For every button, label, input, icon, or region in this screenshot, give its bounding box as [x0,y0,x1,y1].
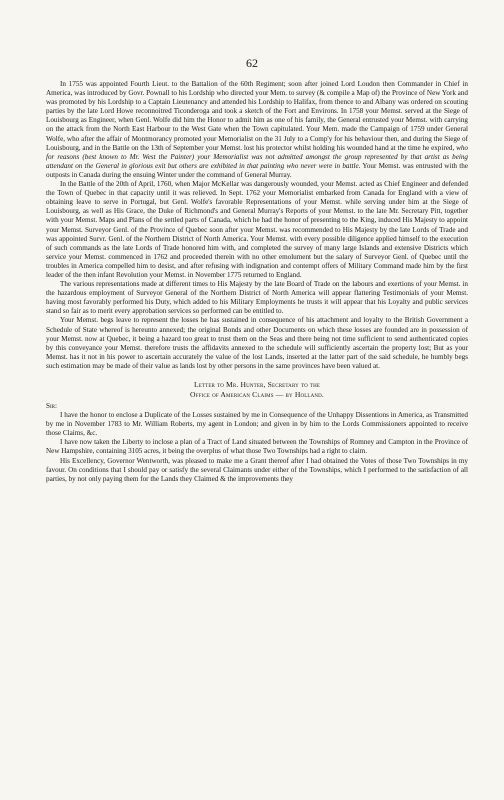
letter-heading [46,380,468,400]
letter-salutation: Sir: [46,402,57,410]
paragraph-4: Your Memst. begs leave to represent the losses he has sustained in consequence of his attachment and loyalty to the British Government a Schedule of State whereof is hereunto annexed; the original Bonds and other Documents on which these losses are founded are in possession of your Memst. now at Quebec, it being a hazard too great to trust them on the Seas and there being not time sufficient to send authenticated copies by this conveyance your Memst. therefore trusts the affidavits annexed to the schedule will sufficiently ascertain the property lost; But as your Memst. has it not in his power to ascertain accurately the value of the lost Lands, inserted at the latter part of the said schedule, he humbly begs such estimation may be made of their value as lands lost by other persons in the same provinces have been valued at. [46,316,468,370]
paragraph-1-italic: who for reasons (best known to Mr. West the Painter) your Memorialist was not admitted amongst the group represented by that artist as being attendant on the General in glorious exit but others are exhibited in that painting who never were in battle. [46,143,468,170]
page-number: 62 [246,56,258,70]
letter-paragraph-1: I have the honor to enclose a Duplicate of the Losses sustained by me in Consequence of the Unhappy Dissentions in America, as Transmitted by me in November 1783 to Mr. William Roberts, my agent in London; and given in by him to the Lords Commissioners appointed to receive those Claims, &c. [46,411,468,438]
letter-paragraph-2: I have now taken the Liberty to inclose a plan of a Tract of Land situated between the Townships of Romney and Campton in the Province of New Hampshire, containing 3105 acres, it being the overplus of what those Two Townships had a right to claim. [46,438,468,456]
paragraph-1-text-end: Your Memst. was entrusted with the outposts in Canada during the ensuing Winter under the command of General Murray. [46,161,468,179]
memorial-text [46,80,468,484]
letter-heading-line-1: Letter to Mr. Hunter, Secretary to the [193,380,321,389]
paragraph-1 [46,80,468,180]
paragraph-2: In the Battle of the 20th of April, 1760, when Major McKellar was dangerously wounded, your Memst. acted as Chief Engineer and defended the Town of Quebec in that capacity until it was relieved. In Sept. 1762 your Memorialist embarked from Canada for England with a view of obtaining leave to serve in Portugal, but Genl. Wolfe's favorable Representations of your Memst. while serving under him at the Siege of Louisbourg, as well as His Grace, the Duke of Richmond's and General Murray's Reports of your Memst. to the late Mr. Secretary Pitt, together with your Memst. Maps and Plans of the settled parts of Canada, which he had the honor of presenting to the King, induced His Majesty to appoint your Memst. Surveyor Genl. of the Province of Quebec soon after your Memst. was recommended to His Majesty by the late Lords of Trade and was appointed Survr. Genl. of the Northern District of North America. Your Memst. with every possible diligence applied himself to the execution of such commands as the late Lords of Trade honored him with, and completed the survey of many large Islands and extensive Districts which service your Memst. commenced in 1762 and proceeded therein with no other emolument but the salary of Surveyor Genl. of Quebec until the troubles in America compelled him to desist, and after refusing with indignation and contempt offers of Military Command made him by the first leader of the then infant Revolution your Memst. in November 1775 returned to England. [46,180,468,279]
paragraph-3: The various representations made at different times to His Majesty by the late Board of Trade on the labours and exertions of your Memst. in the hazardous employment of Surveyor General of the Northern District of North America will appear flattering Testimonials of your Memst. having most favorably performed his Duty, which added to his Military Employments he trusts it will appear that his Loyalty and public services stand so fair as to merit every approbation services so performed can be entitled to. [46,280,468,316]
paragraph-1-text: In 1755 was appointed Fourth Lieut. to the Battalion of the 60th Regiment; soon after joined Lord Loudon then Commander in Chief in America, was introduced by Govr. Pownall to his Lordship who directed your Mem. to survey (& compile a Map of) the Province of New York and was promoted by his Lordship to a Captain Lieutenancy and attended his Lordship to Halifax, from thence to and Albany was ordered on scouting parties by the late Lord Howe reconnoitred Ticonderoga and took a sketch of the Fort and Environs. In 1758 your Memst. served at the Siege of Louisbourg as Engineer, when Genl. Wolfe did him the Honor to admit him as one of his family, the General entrusted your Memst. with carrying on the attack from the North East Harbour to the West Gate when the Town capitulated. Your Mem. made the Campaign of 1759 under General Wolfe, who after the affair of Montmorancy promoted your Memorialist on the 31 July to a Comp'y for his behaviour then, and during the Siege of Louisbourg, and in the Battle on the 13th of September your Memst. lost his protector whilst holding his wounded hand at the time he expired, [46,80,468,152]
letter-heading-line-2: Office of American Claims — by Holland. [190,390,324,399]
letter-paragraph-3: His Excellency, Governor Wentworth, was pleased to make me a Grant thereof after I had obtained the Votes of those Two Townships in my favour. On conditions that I should pay or satisfy the several Claimants under either of the Townships, which I performed to the satisfaction of all parties, by not only paying them for the Lands they Claimed & the improvements they [46,456,468,483]
